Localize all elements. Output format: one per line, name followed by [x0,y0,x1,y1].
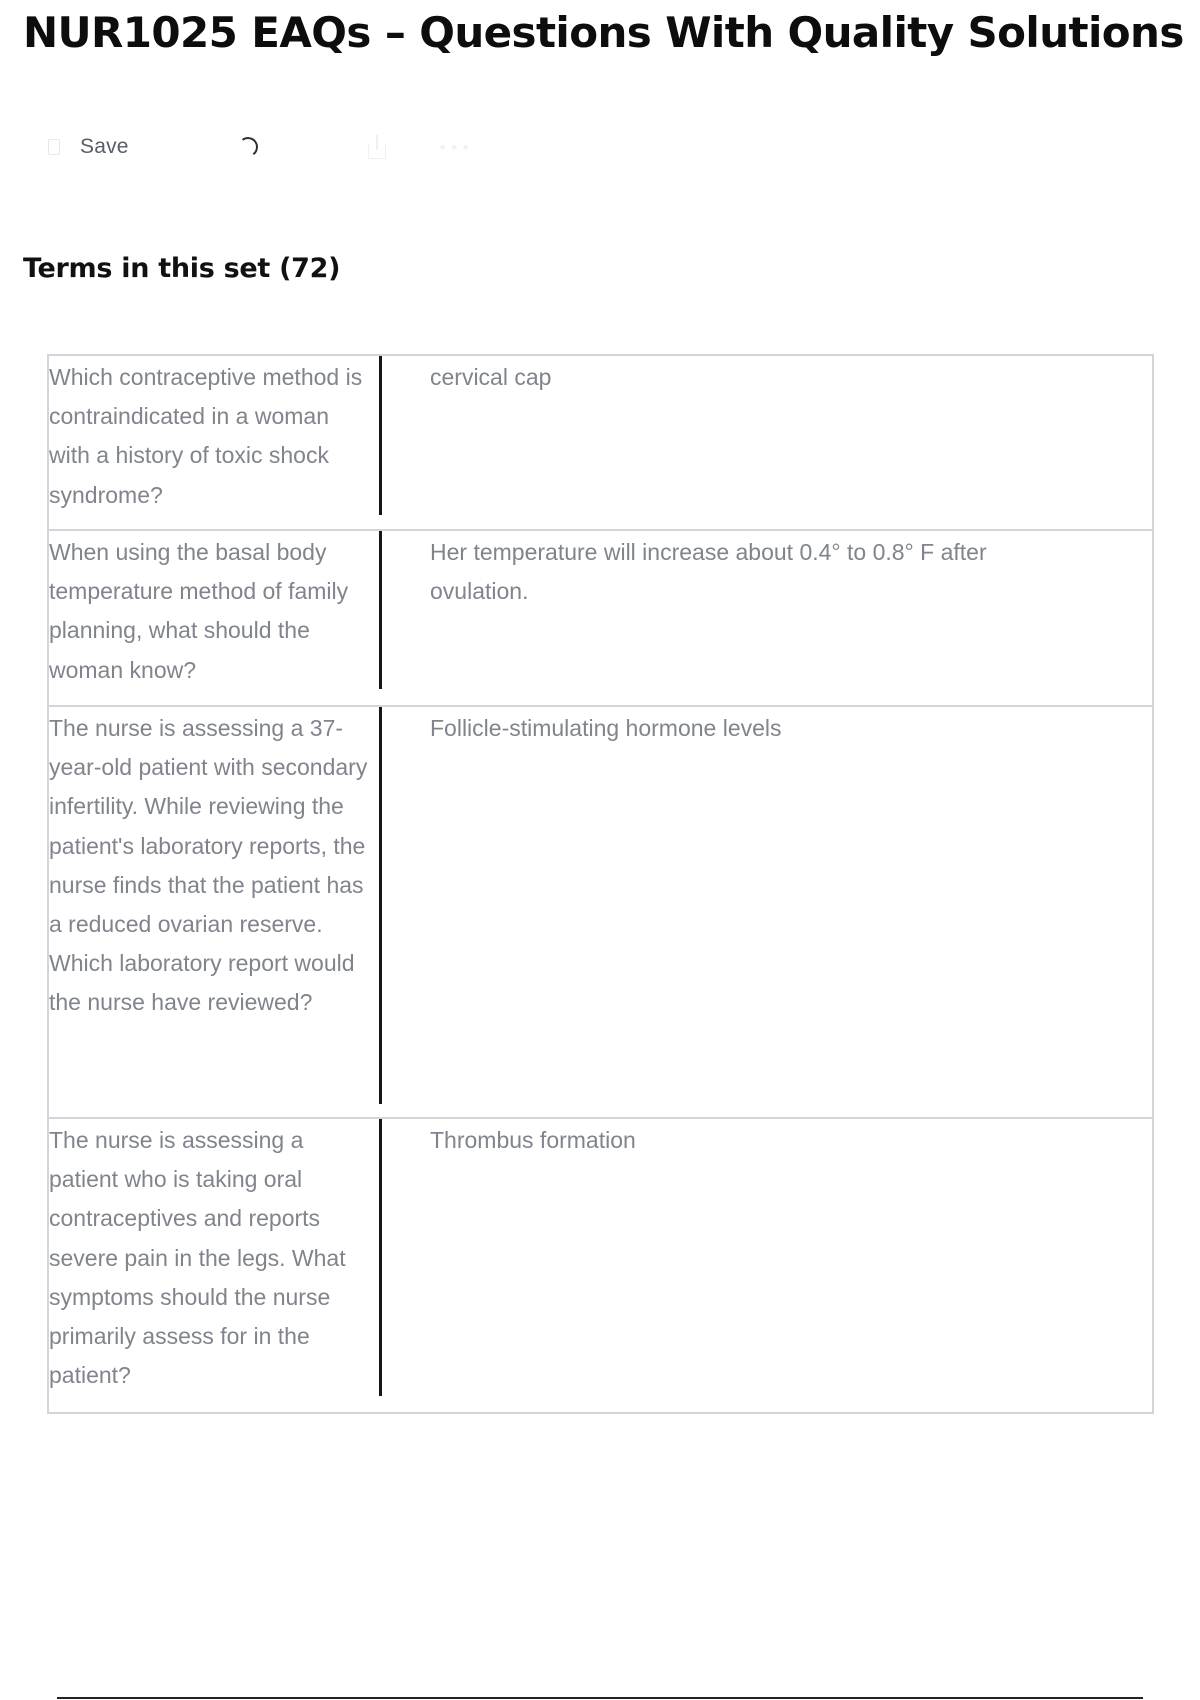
term-row[interactable] [49,356,1152,529]
term-text: Which contraceptive method is contraindicated in a woman with a history of toxic shock syndrome? [49,364,363,508]
loading-indicator [238,128,258,166]
set-heading: Terms in this set (72) [23,253,341,284]
column-divider [379,1119,382,1396]
column-divider [379,356,382,515]
more-icon: ••• [438,137,473,157]
term-text: The nurse is assessing a 37-year-old patient with secondary infertility. While reviewing the patient's laboratory reports, the nurse finds that the patient has a reduced ovarian reserve. Which laboratory report would the nurse have reviewed? [49,715,368,1016]
definition-text: cervical cap [430,364,552,390]
definition-text: Follicle-stimulating hormone levels [430,715,782,741]
footer-divider [57,1697,1143,1699]
toolbar [48,128,508,166]
term-row[interactable] [49,1117,1152,1412]
share-button[interactable] [366,128,388,166]
column-divider [379,531,382,689]
definition-text: Thrombus formation [430,1127,636,1153]
term-row[interactable] [49,705,1152,1117]
term-text: The nurse is assessing a patient who is taking oral contraceptives and reports severe pain in the legs. What symptoms should the nurse primarily assess for in the patient? [49,1127,346,1389]
more-button[interactable] [438,128,472,166]
bookmark-icon [48,139,60,155]
terms-table [47,354,1154,1414]
definition-text: Her temperature will increase about 0.4° to 0.8° F after ovulation. [430,539,987,605]
share-icon [366,134,388,160]
page-title: NUR1025 EAQs – Questions With Quality Solutions [23,8,1184,57]
save-label: Save [80,135,129,158]
term-row[interactable] [49,529,1152,705]
save-button[interactable] [48,128,129,166]
term-text: When using the basal body temperature method of family planning, what should the woman know? [49,539,349,683]
spinner-icon [237,136,260,159]
column-divider [379,707,382,1104]
